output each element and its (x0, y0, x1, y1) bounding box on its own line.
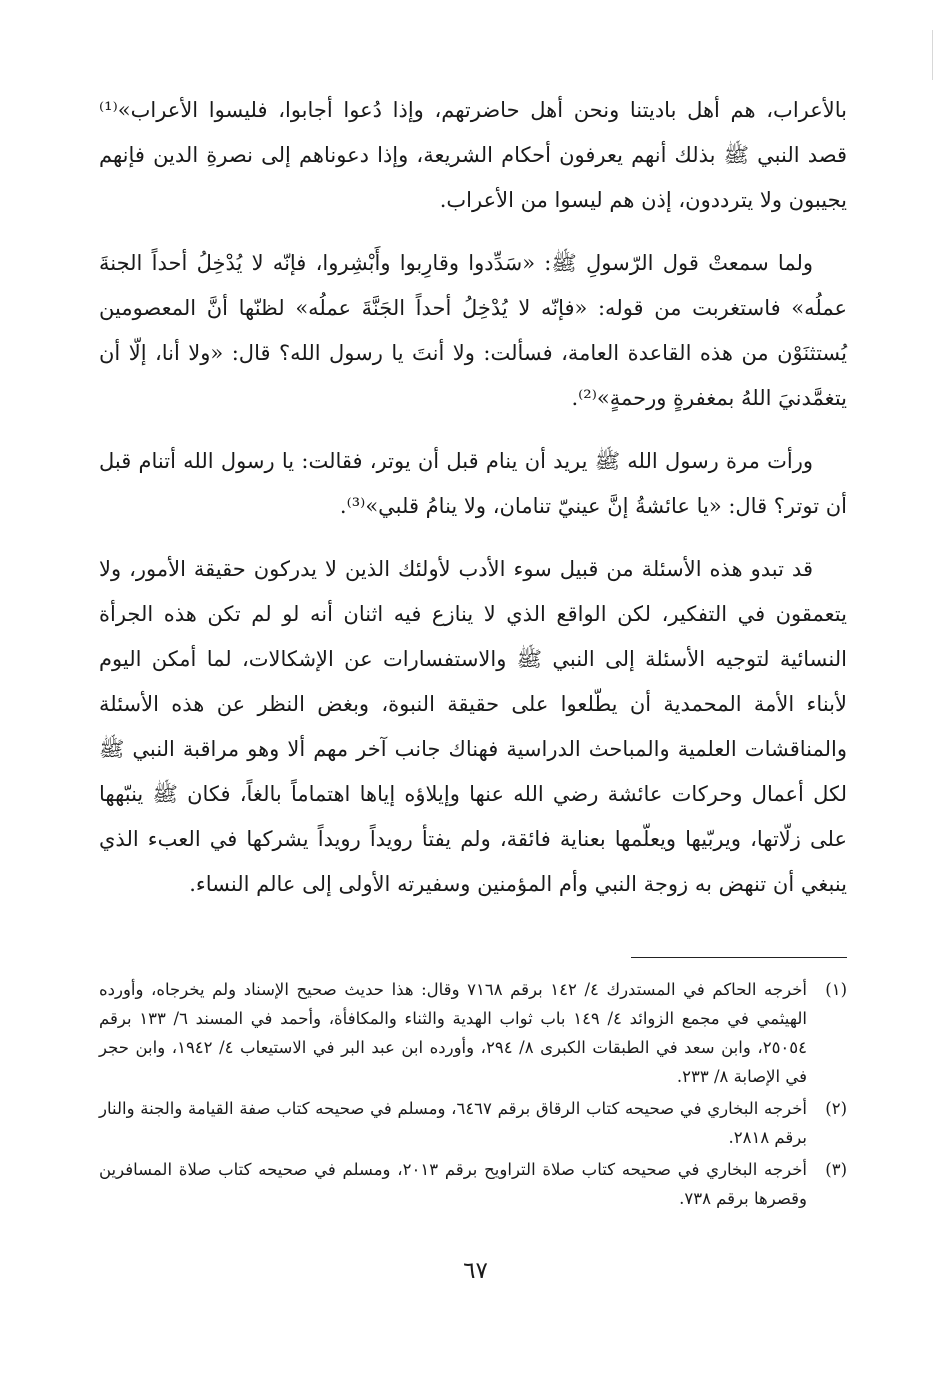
paragraph-hadith-witr: ورأت مرة رسول الله ﷺ يريد أن ينام قبل أن يوتر، فقالت: يا رسول الله أتنام قبل أن توتر؟ قال: «يا عائشةُ إنَّ عينيّ تنامان، ولا ينامُ قلبي»⁽³⁾. (99, 449, 847, 518)
footnote-number: (٢) (825, 1099, 847, 1118)
page-number: ٦٧ (463, 1258, 488, 1284)
footnote-separator (631, 957, 847, 958)
footnote-item (99, 1094, 847, 1152)
footnotes-section (99, 975, 847, 1216)
footnote-text: أخرجه البخاري في صحيحه كتاب صلاة التراويح برقم ٢٠١٣، ومسلم في صحيحه كتاب صلاة المسافرين وقصرها برقم ٧٣٨. (99, 1160, 807, 1208)
footnote-text: أخرجه الحاكم في المستدرك ٤/ ١٤٢ برقم ٧١٦٨ وقال: هذا حديث صحيح الإسناد ولم يخرجاه، وأورده الهيثمي في مجمع الزوائد ٤/ ١٤٩ باب ثواب الهدية والثناء والمكافأة، وأحمد في المسند ٦/ ١٣٣ برقم ٢٥٠٥٤، وابن سعد في الطبقات الكبرى ٨/ ٢٩٤، وأورده ابن عبد البر في الاستيعاب ٤/ ١٩٤٢، وابن حجر في الإصابة ٨/ ٢٣٣. (99, 980, 808, 1086)
footnote-number: (١) (825, 980, 847, 999)
footnote-number: (٣) (825, 1160, 847, 1179)
footnote-text: أخرجه البخاري في صحيحه كتاب الرقاق برقم ٦٤٦٧، ومسلم في صحيحه كتاب صفة القيامة والجنة والنار برقم ٢٨١٨. (99, 1099, 807, 1147)
footnote-item (99, 975, 847, 1091)
paragraph-continuation: بالأعراب، هم أهل باديتنا ونحن أهل حاضرتهم، وإذا دُعوا أجابوا، فليسوا الأعراب»⁽¹⁾ قصد النبي ﷺ بذلك أنهم يعرفون أحكام الشريعة، وإذا دعوناهم إلى نصرةِ الدين فإنهم يجيبون ولا يترددون، إذن هم ليسوا من الأعراب. (99, 98, 847, 212)
paragraph-hadith-mercy: ولما سمعتْ قول الرّسولِ ﷺ: «سَدِّدوا وقارِبوا وأَبْشِروا، فإنّه لا يُدْخِلُ أحداً الجنةَ عملُه» فاستغربت من قوله: «فإنّه لا يُدْخِلُ أحداً الجَنَّةَ عملُه» لظنّها أنَّ المعصومين يُستثنَوْن من هذه القاعدة العامة، فسألت: ولا أنتَ يا رسول الله؟ قال: «ولا أنا، إلّا أن يتغمَّدنيَ اللهُ بمغفرةٍ ورحمةٍ»⁽²⁾. (99, 251, 847, 410)
paragraph-commentary: قد تبدو هذه الأسئلة من قبيل سوء الأدب لأولئك الذين لا يدركون حقيقة الأمور، ولا يتعمقون في التفكير، لكن الواقع الذي لا ينازع فيه اثنان أنه لو لم تكن هذه الجرأة النسائية لتوجيه الأسئلة إلى النبي ﷺ والاستفسارات عن الإشكالات، لما أمكن اليوم لأبناء الأمة المحمدية أن يطّلعوا على حقيقة النبوة، وبغض النظر عن هذه الأسئلة والمناقشات العلمية والمباحث الدراسية فهناك جانب آخر مهم ألا وهو مراقبة النبي ﷺ لكل أعمال وحركات عائشة رضي الله عنها وإيلاؤه إياها اهتماماً بالغاً، فكان ﷺ ينبّهها على زلّاتها، ويربّيها ويعلّمها بعناية فائقة، ولم يفتأ رويداً رويداً يشركها في العبء الذي ينبغي أن تنهض به زوجة النبي وأم المؤمنين وسفيرته الأولى إلى عالم النساء. (99, 557, 847, 896)
footnote-item (99, 1155, 847, 1213)
page-edge-mark (932, 30, 933, 80)
main-text-block (99, 88, 847, 925)
